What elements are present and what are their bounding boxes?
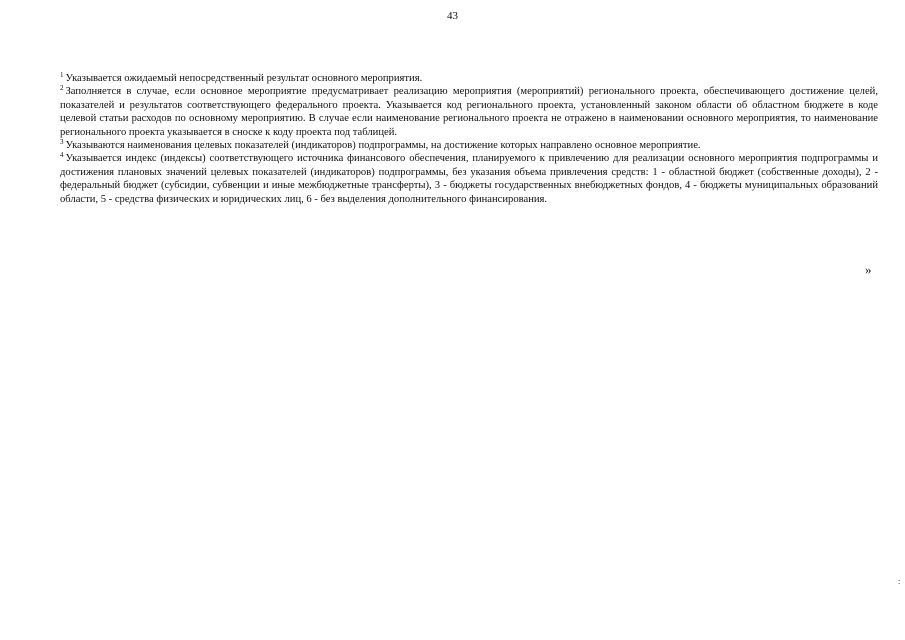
footnote-3: [60, 139, 878, 152]
footnote-text-1: Указывается ожидаемый непосредственный результат основного мероприятия.: [65, 73, 423, 84]
closing-quote: »: [865, 262, 872, 277]
edge-mark: :: [898, 577, 901, 586]
footnote-4: [60, 152, 878, 206]
footnote-marker-3: 3: [60, 138, 64, 147]
footnote-1: [60, 72, 878, 85]
footnote-2: [60, 85, 878, 139]
footnote-text-2: Заполняется в случае, если основное мероприятие предусматривает реализацию мероприятия (мероприятий) регионального проекта, обеспечивающего достижение целей, показателей и результатов соответствующего федерального проекта. Указывается код регионального проекта, установленный законом области об областном бюджете в коде целевой статьи расходов по основному мероприятию. В случае если наименование регионального проекта не отражено в наименовании основного мероприятия, то наименование регионального проекта указывается в сноске к коду проекта под таблицей.: [60, 86, 878, 138]
footnote-text-4: Указывается индекс (индексы) соответствующего источника финансового обеспечения, планируемого к привлечению для реализации основного мероприятия подпрограммы и достижения плановых значений целевых показателей (индикаторов) подпрограммы, без указания объема привлечения средств: 1 - областной бюджет (собственные доходы), 2 - федеральный бюджет (субсидии, субвенции и иные межбюджетные трансферты), 3 - бюджеты государственных внебюджетных фондов, 4 - бюджеты муниципальных образований области, 5 - средства физических и юридических лиц, 6 - без выделения дополнительного финансирования.: [60, 153, 878, 205]
footnote-marker-1: 1: [60, 71, 64, 79]
footnote-text-3: Указываются наименования целевых показателей (индикаторов) подпрограммы, на достижение которых направлено основное мероприятие.: [65, 140, 701, 152]
footnote-marker-2: 2: [60, 84, 64, 93]
page-number: 43: [447, 10, 458, 22]
footnote-marker-4: 4: [60, 151, 64, 160]
footnotes-block: [60, 72, 878, 206]
